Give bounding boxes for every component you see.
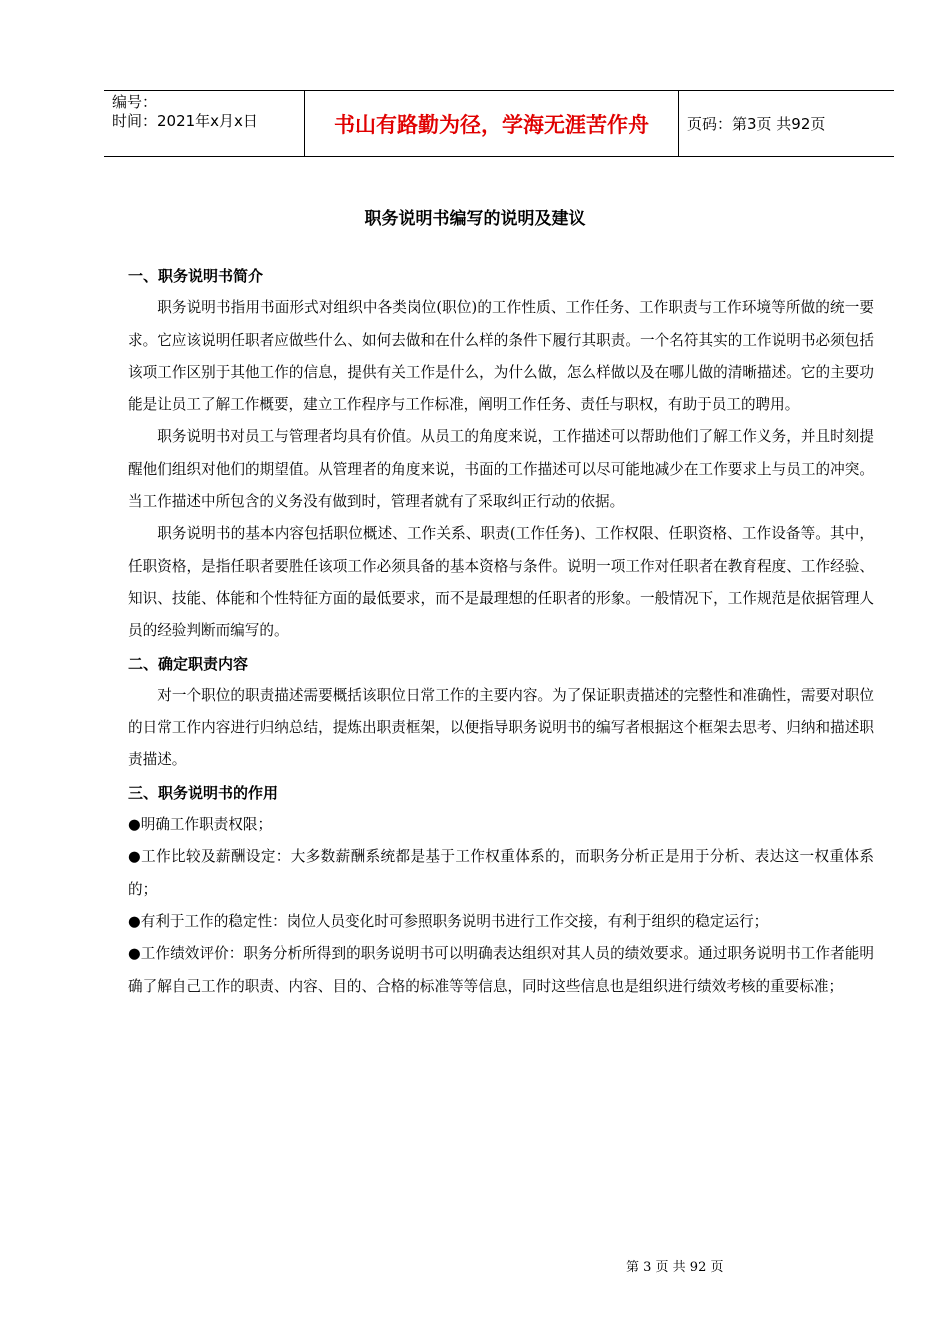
bullet-item: ●有利于工作的稳定性：岗位人员变化时可参照职务说明书进行工作交接，有利于组织的稳定运行；: [128, 912, 769, 930]
header-slogan-cell: [305, 91, 679, 156]
bullet-item: ●明确工作职责权限；: [128, 816, 273, 834]
section-heading: 一、职务说明书简介: [128, 267, 264, 285]
section-heading: 三、职务说明书的作用: [128, 783, 279, 802]
page-header: [104, 90, 894, 157]
page-footer: 第 3 页 共 92 页: [626, 1260, 724, 1275]
section-heading: 二、确定职责内容: [128, 654, 249, 673]
header-page-info: 页码：第3页 共92页: [687, 115, 826, 133]
document-body: [128, 260, 874, 1003]
paragraph: 职务说明书的基本内容包括职位概述、工作关系、职责(工作任务)、工作权限、任职资格、工作设备等。其中，任职资格，是指任职者要胜任该项工作必须具备的基本资格与条件。说明一项工作对任职者在教育程度、工作经验、知识、技能、体能和个性特征方面的最低要求，而不是最理想的任职者的形象。一般情况下，工作规范是依据管理人员的经验判断而编写的。: [128, 525, 874, 640]
bullet-item: ●工作比较及薪酬设定：大多数薪酬系统都是基于工作权重体系的，而职务分析正是用于分析、表达这一权重体系的；: [128, 848, 874, 898]
paragraph: 职务说明书指用书面形式对组织中各类岗位(职位)的工作性质、工作任务、工作职责与工作环境等所做的统一要求。它应该说明任职者应做些什么、如何去做和在什么样的条件下履行其职责。一个名符其实的工作说明书必须包括该项工作区别于其他工作的信息，提供有关工作是什么，为什么做，怎么样做以及在哪儿做的清晰描述。它的主要功能是让员工了解工作概要，建立工作程序与工作标准，阐明工作任务、责任与职权，有助于员工的聘用。: [128, 299, 874, 414]
paragraph: 职务说明书对员工与管理者均具有价值。从员工的角度来说，工作描述可以帮助他们了解工作义务，并且时刻提醒他们组织对他们的期望值。从管理者的角度来说，书面的工作描述可以尽可能地减少在工作要求上与员工的冲突。当工作描述中所包含的义务没有做到时，管理者就有了采取纠正行动的依据。: [128, 428, 874, 511]
paragraph: 对一个职位的职责描述需要概括该职位日常工作的主要内容。为了保证职责描述的完整性和准确性，需要对职位的日常工作内容进行归纳总结，提炼出职责框架，以便指导职务说明书的编写者根据这个框架去思考、归纳和描述职责描述。: [128, 686, 874, 769]
header-meta: [104, 91, 305, 156]
document-title: 职务说明书编写的说明及建议: [364, 209, 586, 229]
document-number-label: 编号：: [112, 93, 158, 111]
header-slogan: 书山有路勤为径，学海无涯苦作舟: [334, 112, 649, 137]
document-time-label: 时间：2021年x月x日: [112, 112, 258, 130]
bullet-item: ●工作绩效评价：职务分析所得到的职务说明书可以明确表达组织对其人员的绩效要求。通过职务说明书工作者能明确了解自己工作的职责、内容、目的、合格的标准等等信息，同时这些信息也是组织进行绩效考核的重要标准；: [128, 945, 874, 995]
